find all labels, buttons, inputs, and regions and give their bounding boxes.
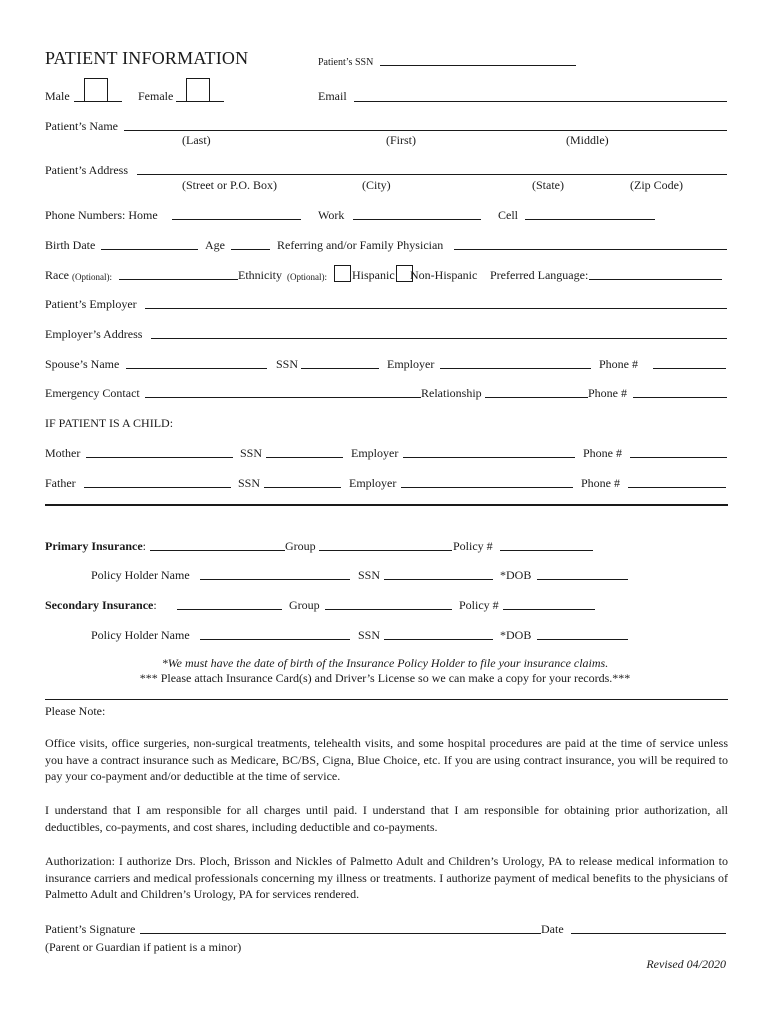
secondary-group-field[interactable] (325, 609, 452, 610)
page-title: PATIENT INFORMATION (45, 48, 249, 68)
address-city-hint: (City) (362, 178, 391, 192)
mother-employer-label: Employer (351, 446, 399, 460)
hispanic-checkbox[interactable] (334, 265, 351, 282)
secondary-policy-label: Policy # (459, 598, 499, 612)
physician-field[interactable] (454, 249, 727, 250)
father-employer-field[interactable] (401, 487, 573, 488)
ssn-label: Patient’s SSN (318, 57, 374, 68)
address-street-hint: (Street or P.O. Box) (182, 178, 277, 192)
signature-label: Patient’s Signature (45, 922, 136, 936)
guardian-note: (Parent or Guardian if patient is a minor) (45, 940, 242, 954)
father-label: Father (45, 476, 76, 490)
male-checkbox[interactable] (84, 78, 108, 102)
primary-holder-dob-label: *DOB (500, 568, 532, 582)
race-optional-label: (Optional): (72, 272, 112, 282)
address-label: Patient’s Address (45, 163, 128, 177)
section-divider (45, 504, 728, 506)
address-field[interactable] (137, 174, 727, 175)
employer-address-label: Employer’s Address (45, 327, 143, 341)
name-label: Patient’s Name (45, 119, 118, 133)
signature-date-field[interactable] (571, 933, 726, 934)
emergency-phone-field[interactable] (633, 397, 727, 398)
employer-address-field[interactable] (151, 338, 727, 339)
spouse-employer-field[interactable] (440, 368, 591, 369)
secondary-group-label: Group (289, 598, 320, 612)
father-ssn-label: SSN (238, 476, 261, 490)
email-field[interactable] (354, 101, 727, 102)
birth-date-field[interactable] (101, 249, 198, 250)
primary-policy-label: Policy # (453, 539, 493, 553)
secondary-insurance-label: Secondary Insurance: (45, 598, 157, 612)
notes-heading: Please Note: (45, 704, 106, 718)
father-ssn-field[interactable] (264, 487, 341, 488)
spouse-phone-field[interactable] (653, 368, 726, 369)
secondary-policy-field[interactable] (503, 609, 595, 610)
hispanic-label: Hispanic (352, 268, 395, 282)
name-field[interactable] (124, 130, 727, 131)
spouse-phone-label: Phone # (599, 357, 638, 371)
employer-field[interactable] (145, 308, 727, 309)
secondary-holder-field[interactable] (200, 639, 350, 640)
primary-holder-label: Policy Holder Name (91, 568, 190, 582)
birth-date-label: Birth Date (45, 238, 96, 252)
email-label: Email (318, 89, 347, 103)
race-label: Race (45, 268, 69, 282)
father-field[interactable] (84, 487, 231, 488)
female-label: Female (138, 89, 174, 103)
phone-cell-label: Cell (498, 208, 518, 222)
dob-note: *We must have the date of birth of the Insurance Policy Holder to file your insurance claims. (161, 656, 609, 670)
name-first-hint: (First) (386, 133, 416, 147)
primary-group-label: Group (285, 539, 316, 553)
primary-group-field[interactable] (319, 550, 452, 551)
emergency-phone-label: Phone # (588, 386, 627, 400)
primary-holder-field[interactable] (200, 579, 350, 580)
revision-date: Revised 04/2020 (646, 957, 726, 971)
relationship-label: Relationship (421, 386, 482, 400)
spouse-ssn-label: SSN (276, 357, 299, 371)
emergency-contact-field[interactable] (145, 397, 421, 398)
primary-insurance-label: Primary Insurance: (45, 539, 146, 553)
phone-work-field[interactable] (353, 219, 481, 220)
ethnicity-optional-label: (Optional): (287, 272, 327, 282)
payment-paragraph: Office visits, office surgeries, non-surgical treatments, telehealth visits, and some hospital procedures are paid at the time of service unless you have a contract insurance such as Medicare, BC/BS, Cigna, Blue Choice, etc. If you are using contract insurance, you will be required to pay your co-payment and/or deductible at the time of service. (45, 736, 728, 783)
phone-cell-field[interactable] (525, 219, 655, 220)
race-field[interactable] (119, 279, 238, 280)
responsibility-paragraph: I understand that I am responsible for all charges until paid. I understand that I am responsible for obtaining prior authorization, all deductibles, co-payments, and cost shares, including deductible and co-payments. (45, 803, 728, 834)
primary-policy-field[interactable] (500, 550, 593, 551)
father-phone-label: Phone # (581, 476, 620, 490)
signature-date-label: Date (541, 922, 564, 936)
physician-label: Referring and/or Family Physician (277, 238, 444, 252)
father-employer-label: Employer (349, 476, 397, 490)
authorization-paragraph: Authorization: I authorize Drs. Ploch, Brisson and Nickles of Palmetto Adult and Children’s Urology, PA to release medical information to insurance carriers and medical professionals concerning my illness or treatments. I authorize payment of medical benefits to the physicians of Palmetto Adult and Children’s Urology, PA for services rendered. (45, 854, 728, 901)
mother-field[interactable] (86, 457, 233, 458)
name-last-hint: (Last) (182, 133, 211, 147)
secondary-holder-dob-label: *DOB (500, 628, 532, 642)
secondary-holder-ssn-field[interactable] (384, 639, 493, 640)
age-label: Age (205, 238, 225, 252)
spouse-name-label: Spouse’s Name (45, 357, 120, 371)
mother-ssn-label: SSN (240, 446, 263, 460)
ethnicity-label: Ethnicity (238, 268, 282, 282)
mother-employer-field[interactable] (403, 457, 575, 458)
phone-home-field[interactable] (172, 219, 301, 220)
address-state-hint: (State) (532, 178, 564, 192)
mother-phone-field[interactable] (630, 457, 727, 458)
child-heading: IF PATIENT IS A CHILD: (45, 416, 174, 430)
language-label: Preferred Language: (490, 268, 589, 282)
name-middle-hint: (Middle) (566, 133, 609, 147)
mother-phone-label: Phone # (583, 446, 622, 460)
address-zip-hint: (Zip Code) (630, 178, 683, 192)
male-label: Male (45, 89, 70, 103)
mother-label: Mother (45, 446, 81, 460)
emergency-contact-label: Emergency Contact (45, 386, 140, 400)
primary-holder-ssn-field[interactable] (384, 579, 493, 580)
female-checkbox[interactable] (186, 78, 210, 102)
notes-divider (45, 699, 728, 700)
secondary-holder-label: Policy Holder Name (91, 628, 190, 642)
secondary-holder-dob-field[interactable] (537, 639, 628, 640)
primary-holder-dob-field[interactable] (537, 579, 628, 580)
signature-field[interactable] (140, 933, 541, 934)
ssn-field[interactable] (380, 65, 576, 66)
secondary-holder-ssn-label: SSN (358, 628, 381, 642)
card-note: *** Please attach Insurance Card(s) and Driver’s License so we can make a copy for your records.*** (139, 671, 631, 685)
phone-home-label: Phone Numbers: Home (45, 208, 158, 222)
primary-holder-ssn-label: SSN (358, 568, 381, 582)
father-phone-field[interactable] (628, 487, 726, 488)
primary-insurance-field[interactable] (150, 550, 285, 551)
age-field[interactable] (231, 249, 270, 250)
mother-ssn-field[interactable] (266, 457, 343, 458)
non-hispanic-label: Non-Hispanic (410, 268, 478, 282)
spouse-ssn-field[interactable] (301, 368, 379, 369)
secondary-insurance-field[interactable] (177, 609, 282, 610)
relationship-field[interactable] (485, 397, 588, 398)
language-field[interactable] (589, 279, 722, 280)
phone-work-label: Work (318, 208, 345, 222)
spouse-name-field[interactable] (126, 368, 267, 369)
spouse-employer-label: Employer (387, 357, 435, 371)
employer-label: Patient’s Employer (45, 297, 137, 311)
